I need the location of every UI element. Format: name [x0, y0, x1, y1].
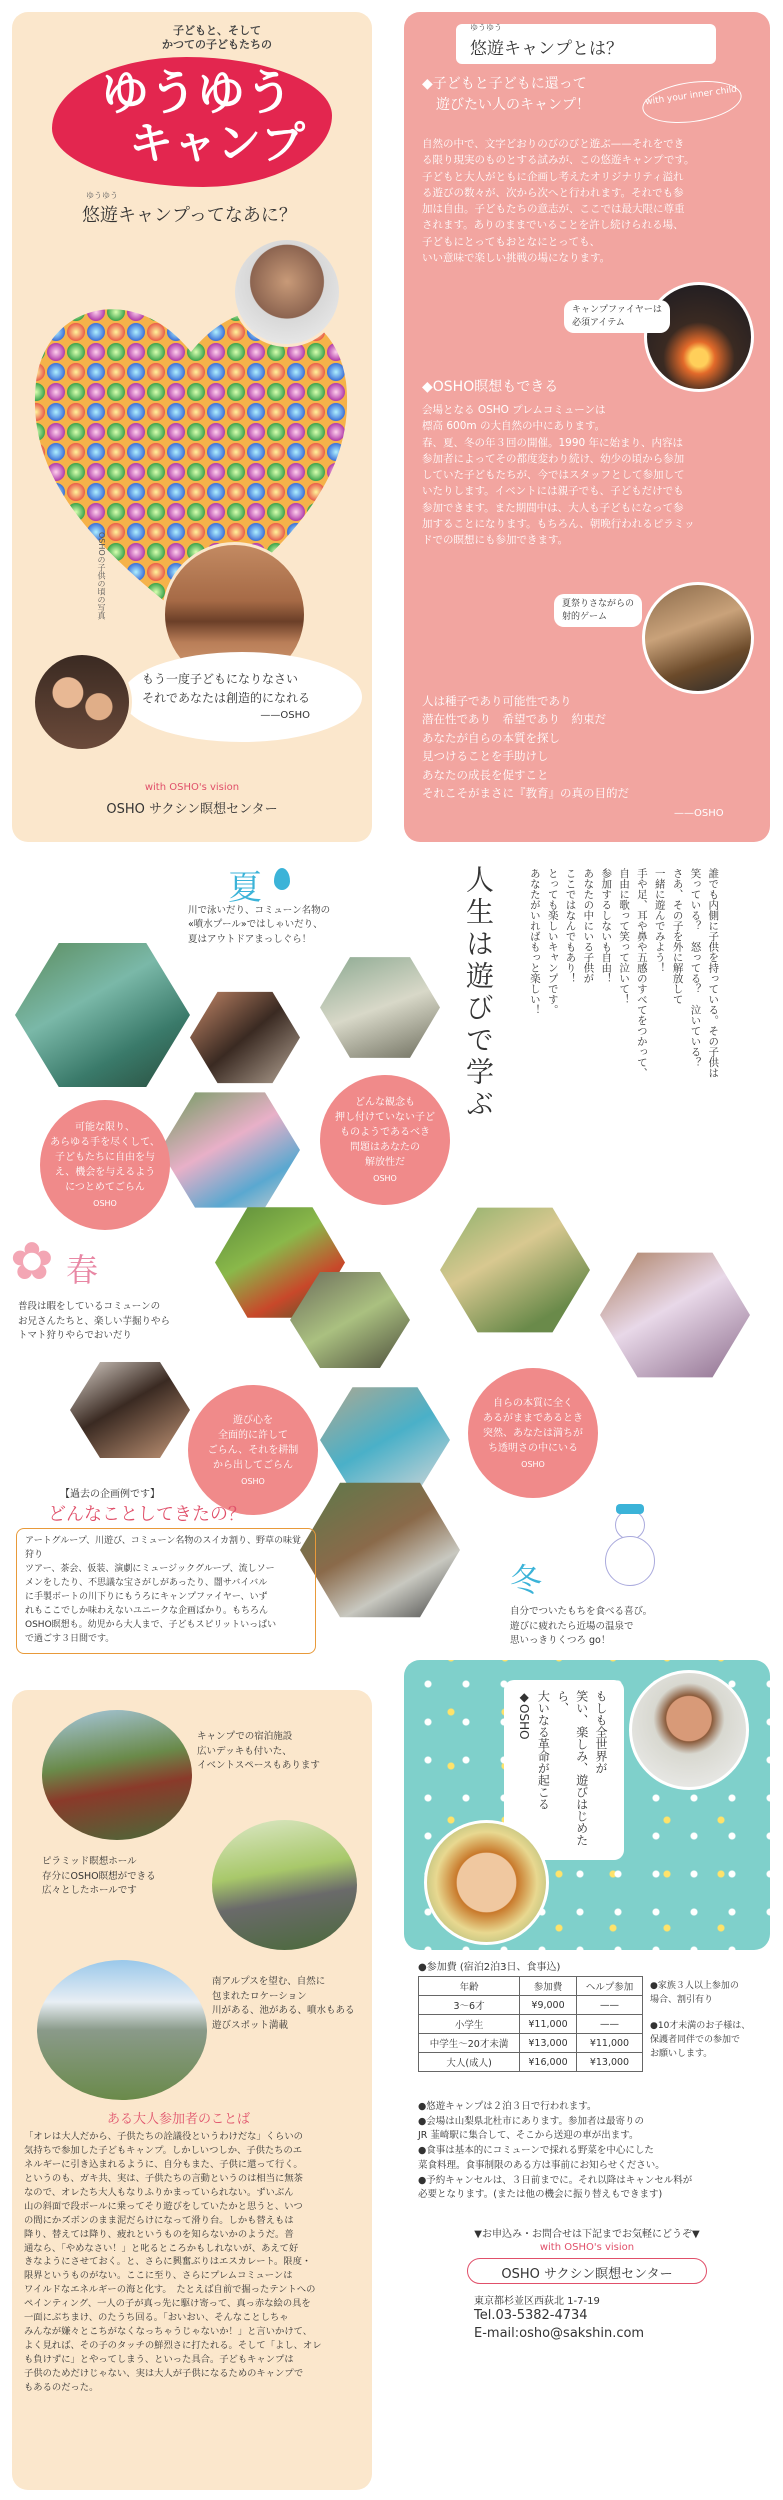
vertical-caption: OSHOの子供の頃の写真 — [97, 532, 106, 620]
quote-circle-4: 自らの本質に全く あるがままであるとき 突然、あなたは満ちが ち透明さの中にいる OSHO — [468, 1368, 598, 1498]
fee-table-header — [419, 1977, 643, 1996]
hall-caption — [42, 1855, 156, 1899]
campfire-caption: キャンプファイヤーは 必須アイテム — [564, 300, 670, 333]
fountain-photo — [160, 1090, 300, 1210]
vertical-title: 人生は遊びで学ぶ — [462, 865, 495, 1121]
quote-circle-3: 遊び心を 全面的に許して ごらん、それを耕制 から出してごらん OSHO — [188, 1385, 318, 1515]
section-heading: ◆子どもと子どもに還って 遊びたい人のキャンプ！ — [422, 76, 590, 113]
text-line: あなたが自らの本質を探し — [422, 730, 560, 745]
text-line: 解放性だ — [365, 1157, 405, 1168]
summer-char: 夏 — [228, 868, 262, 908]
text-line: «噴水プール»ではしゃいだり、 — [188, 919, 323, 931]
text-line: ●予約キャンセルは、３日前までに。それ以降はキャンセル料が — [418, 2174, 693, 2186]
text-line: 一面にぶちまけ、のたうち回る。「おいおい、そんなことしちゃ — [24, 2312, 289, 2324]
table-row — [419, 1996, 643, 2015]
text-line: ピラミッド瞑想ホール — [42, 1856, 137, 1867]
spring-char: 春 — [66, 1251, 99, 1289]
table-header-cell: 参加費 — [520, 1977, 577, 1996]
text-line: されます。ありのままでいることを許し続けられる場、 — [422, 219, 684, 232]
text-line: 気持ちで参加した子どもキャンプ。しかしいつしか、子供たちのエ — [24, 2144, 303, 2156]
text-line: 春、夏、冬の年３回の開催。1990 年に始まり、内容は — [422, 436, 684, 449]
text-line: 存分にOSHO瞑想ができる — [42, 1870, 156, 1882]
girl-photo — [424, 1820, 549, 1945]
text-line: 広々としたホールです — [42, 1885, 137, 1897]
text-line: 参加者によってその都度変わり続け、幼少の頃から参加 — [422, 452, 685, 465]
text-line: それこそがまさに『教育』の真の目的だ — [422, 785, 629, 800]
text-line: で過ごす３日間です。 — [25, 1633, 115, 1644]
osho-smile-photo — [629, 1670, 749, 1790]
voices-title: ある大人参加者のことば — [107, 2112, 251, 2127]
text-line: 笑っている？ 怒ってる？ 泣いている？ — [689, 868, 702, 1068]
mochi-photo — [300, 1480, 460, 1620]
text-line: 参加できます。また期間中は、大人も子どもになって参 — [422, 501, 684, 514]
text-line: 普段は暇をしているコミューンの — [18, 1301, 161, 1312]
text-line: 遊びスポット満載 — [212, 2020, 289, 2032]
text-line: 子どもにとってもおとなにとっても、 — [422, 235, 601, 248]
text-line: ●食事は基本的にコミューンで採れる野菜を中心にした — [418, 2145, 654, 2157]
history-label: 【過去の企画例です】 — [60, 1489, 160, 1500]
text-line: お願いします。 — [650, 2048, 713, 2059]
text-line: る限り現実のものとする試みが、この悠遊キャンプです。 — [422, 154, 695, 167]
winter-text — [510, 1605, 652, 1649]
text-line: キャンプでの宿泊施設 — [197, 1731, 293, 1742]
text-line: ●会場は山梨県北杜市にあります。参加者は最寄りの — [418, 2115, 645, 2127]
text-line: 降り、替えては降り、疲れというものを知らないかのようだ。普 — [24, 2228, 294, 2240]
vertical-body — [525, 868, 721, 1158]
spring-text — [18, 1300, 170, 1344]
text-line: 必要となります。(または他の機会に振り替えもできます) — [418, 2189, 663, 2201]
text-line: もあるのだった。 — [24, 2381, 99, 2393]
vision-text: with OSHO's vision — [144, 782, 240, 793]
text-line: あなたの成長を促すこと — [422, 767, 549, 782]
text-line: 突然、あなたは満ちが — [483, 1427, 583, 1439]
table-cell: ¥9,000 — [520, 1996, 577, 2015]
facility-panel — [12, 1690, 372, 2490]
text-line: あなたの中にいる子供が — [582, 868, 595, 984]
table-cell: ¥11,000 — [576, 2034, 642, 2053]
text-line: 標高 600m の大自然の中にあります。 — [422, 420, 606, 433]
text-line: 思いっきりくつろ go！ — [510, 1635, 611, 1647]
mountain-caption — [212, 1975, 355, 2034]
lodge-caption — [197, 1730, 320, 1774]
text-line: 「オレは大人だから、子供たちの詮議役というわけだな」くらいの — [24, 2131, 303, 2142]
text-line: ツアー、茶会、仮装、演劇にミュージックグループ、流しソー — [25, 1563, 275, 1574]
text-line: なので、オレたち大人もなりふりかまっていられない。ずいぶん — [24, 2186, 294, 2198]
text-line: 遊び心を — [232, 1414, 273, 1426]
logo-text: ゆうゆう キャンプ — [100, 65, 305, 169]
contact-address: 東京都杉並区西荻北 1-7-19 — [474, 2296, 600, 2307]
pyramid-photo — [212, 1820, 357, 1950]
table-row — [419, 2053, 643, 2072]
text-line: 菜食料理。食事制限のある方は事前にお知らせください。 — [418, 2159, 665, 2171]
text-line: あるがままであるとき — [483, 1412, 583, 1424]
text-line: OSHO瞑想も。幼児から大人まで、子どもスピリットいっぱい — [25, 1619, 277, 1630]
text-line: 可能な限り、 — [75, 1122, 135, 1133]
text-line: ●悠遊キャンプは２泊３日で行われます。 — [418, 2101, 597, 2112]
table-cell: 大人(成人) — [419, 2053, 520, 2072]
text-line: 包まれたロケーション — [212, 1990, 307, 2002]
water-drop-icon — [274, 868, 290, 890]
text-line: ドでの瞑想にも参加できます。 — [422, 534, 569, 547]
about-panel — [404, 12, 770, 842]
text-line: 全面的に許して — [217, 1429, 288, 1441]
text-line: トマト狩りやらでおいだり — [18, 1330, 132, 1342]
text-line: 手や足、耳や鼻や五感のすべてをつかって、 — [635, 868, 648, 1078]
contact-line: ▼お申込み・お問合せは下記までお気軽にどうぞ▼ — [474, 2229, 700, 2240]
text-line: ●10才未満のお子様は、 — [650, 2021, 751, 2031]
snowman-icon — [600, 1510, 660, 1590]
text-line: みんなが嫌々とこちがなくなっちゃうじゃないか！」と言いかけて、 — [24, 2326, 313, 2338]
river-photo — [15, 940, 190, 1090]
text-line: もしも全世界が — [593, 1690, 608, 1774]
text-line: 加することになります。もちろん、朝晩行われるピラミッ — [422, 517, 695, 530]
text-line: いい意味で楽しい挑戦の場になります。 — [422, 251, 611, 264]
contact-vision: with OSHO's vision — [539, 2242, 635, 2253]
text-line: 自らの本質に全く — [493, 1397, 573, 1409]
text-line: ネルギーに引き込まれるように、自分もまた、子供に還って行く。 — [24, 2158, 303, 2170]
text-line: 会場となる OSHO プレムコミューンは — [422, 404, 606, 416]
kids-photo-1 — [190, 990, 300, 1085]
table-cell: 中学生〜20才未満 — [419, 2034, 520, 2053]
text-line: 場合、割引有り — [650, 1994, 714, 2005]
table-cell: ¥11,000 — [520, 2015, 577, 2034]
text-line: 自分でついたもちを食べる喜び。 — [510, 1606, 653, 1617]
quote-text: もう一度子どもになりなさい それであなたは創造的になれる ——OSHO — [142, 672, 311, 722]
text-line: いたりします。イベントには親子でも、子どもだけでも — [422, 485, 684, 498]
shooting-caption: 夏祭りさながらの 射的ゲーム — [554, 594, 642, 627]
text-line: 夏はアウトドアまっしぐら！ — [188, 933, 312, 945]
text-line: ものようであるべき — [340, 1127, 430, 1138]
text-line: 子供のためだけじゃない、実は大人が子供になるためのキャンプで — [24, 2367, 304, 2379]
fee-title: ●参加費 (宿泊2泊3日、食事込) — [418, 1962, 561, 1973]
education-quote — [422, 692, 629, 802]
snowman-body — [605, 1536, 655, 1586]
text-line: していた子どもたちが、今ではスタッフとして参加して — [422, 469, 685, 482]
education-quote-sign: ——OSHO — [674, 808, 724, 819]
contact-center-name: OSHO サクシン瞑想センター — [501, 2267, 673, 2282]
text-line: ワイルドなエネルギーの海と化す。 たとえば自前で掘ったテントへの — [24, 2284, 316, 2296]
text-line: 押し付けていない子ど — [335, 1112, 435, 1123]
text-line: 誰でも内側に子供を持っている。その子供は — [707, 868, 720, 1078]
voices-body — [24, 2130, 364, 2395]
winter-char: 冬 — [510, 1561, 543, 1599]
text-line: 問題はあなたの — [350, 1142, 420, 1153]
text-line: よく見れば、その子のタッチの鮮烈さに打たれる。そして「よし、オレ — [24, 2340, 322, 2352]
fee-table — [418, 1976, 643, 2072]
hammock-photo — [440, 1205, 590, 1335]
text-line: 自然の中で、文字どおりのびのびと遊ぶ——それをでき — [422, 138, 685, 150]
text-line: メンをしたり、不思議な宝さがしがあったり、闇サバイバル — [25, 1577, 268, 1588]
table-cell: —— — [576, 2015, 642, 2034]
text-line: 川がある、池がある、噴水もある — [212, 2005, 355, 2017]
climbing-photo — [320, 955, 440, 1060]
text-line: れもここでしか味わえないユニークな企画ばかり。もちろん — [25, 1605, 269, 1616]
summer-text — [188, 904, 330, 947]
osho-portrait — [232, 237, 342, 347]
table-cell: —— — [576, 1996, 642, 2015]
text-line: 大いなる革命が起こる — [536, 1690, 551, 1810]
lodge-photo — [42, 1710, 192, 1840]
text-line: 自由に歌って笑って泣いて！ — [618, 868, 631, 1005]
section-title: 悠遊キャンプとは？ — [470, 39, 623, 59]
quote-panel — [404, 1660, 770, 1950]
children-photo — [32, 652, 132, 752]
text-line: きなようにさせておく。と、さらに興奮ぶりはエスカレート。限度・ — [24, 2256, 312, 2268]
text-line: とっても楽しいキャンプです。 — [546, 868, 559, 1015]
text-line: ●家族３人以上参加の — [650, 1981, 739, 1991]
text-line: 見つけることを手助けし — [422, 749, 549, 764]
text-line: さあ、その子を外に解放して — [671, 868, 684, 1005]
text-line: 限界というものがない。ここに至り、さらにプレムコミューンは — [24, 2270, 293, 2282]
vertical-quote — [514, 1690, 610, 1860]
text-line: アートグループ、川遊び、コミューン名物のスイカ割り、野草の味覚狩り — [25, 1536, 301, 1560]
costume-photo — [600, 1250, 750, 1380]
table-header-cell: 年齢 — [419, 1977, 520, 1996]
inner-child-badge: with your inner child — [640, 75, 745, 129]
table-cell: 3〜6才 — [419, 1996, 520, 2015]
snowman-hat — [616, 1504, 644, 1514]
intro-panel — [12, 12, 372, 842]
text-line: JR 韮崎駅に集合して、そこから送迎の車が出ます。 — [418, 2130, 639, 2142]
guardian-note — [650, 2020, 750, 2062]
text-line: あなたがいればもっと楽しい！ — [528, 868, 541, 1015]
page-title: 悠遊キャンプってなあに？ — [82, 205, 297, 226]
text-line: 参加するしないも自由！ — [600, 868, 613, 984]
history-box — [16, 1528, 316, 1654]
contact-tel[interactable]: Tel.03-5382-4734 — [474, 2308, 588, 2323]
text-line: につとめてごらん — [65, 1182, 145, 1193]
table-row — [419, 2015, 643, 2034]
text-line: どんな観念も — [355, 1097, 415, 1108]
text-line: ち透明さの中にいる — [488, 1442, 578, 1454]
text-line: ここではなんでもあり！ — [564, 868, 577, 984]
center-name: OSHO サクシン瞑想センター — [106, 802, 278, 817]
title-ruby: ゆうゆう — [470, 23, 502, 32]
mountain-photo — [37, 1960, 207, 2100]
text-line: 川で泳いだり、コミューン名物の — [188, 905, 331, 916]
quote-circle-2: どんな観念も 押し付けていない子ど ものようであるべき 問題はあなたの 解放性だ OSHO — [320, 1075, 450, 1205]
text-line: 一緒に遊んでみよう！ — [653, 868, 666, 973]
text-line: え、機会を与えるよう — [54, 1167, 156, 1178]
contact-email[interactable]: E-mail:osho@sakshin.com — [474, 2326, 645, 2341]
text-line: 加は自由。子どもたちの意志が、ここでは最大限に尊重 — [422, 203, 685, 216]
table-cell: ¥13,000 — [576, 2053, 642, 2072]
table-cell: 小学生 — [419, 2015, 520, 2034]
text-line: 保護者同伴での参加で — [650, 2034, 741, 2045]
sakura-icon: ✿ — [10, 1232, 54, 1292]
text-line: に手製ボートの川下りにもうろにキャンプファイヤー、いず — [25, 1591, 268, 1602]
bucket-photo — [320, 1385, 450, 1495]
text-line: 潜在性であり 希望であり 約束だ — [422, 712, 606, 727]
text-line: 通なら、「やめなさい！」と叱るところかもしれないが、あえて好 — [24, 2242, 299, 2254]
text-line: というのも、ガキ共、実は、子供たちの言動というのは相当に無茶 — [24, 2172, 303, 2184]
text-line: から出してごらん — [212, 1459, 293, 1471]
text-line: 広いデッキも付いた、 — [197, 1745, 292, 1757]
history-title: どんなことしてきたの？ — [48, 1504, 246, 1525]
quote-circle-1: 可能な限り、 あらゆる手を尽くして、 子どもたちに自由を与 え、機会を与えるよう につとめてごらん OSHO — [40, 1100, 170, 1230]
fee-section — [404, 1950, 770, 2490]
meditation-heading: ◆OSHO瞑想もできる — [422, 379, 559, 395]
text-line: イベントスペースもあります — [197, 1760, 320, 1772]
campfire-photo — [644, 282, 754, 392]
text-line: の間にかズボンのまま泥だらけになって滑り台。しかも替えもは — [24, 2214, 294, 2226]
text-line: 山の斜面で段ボールに乗ってそり遊びをしていたかと思うと、いつ — [24, 2200, 303, 2212]
text-line: ◆OSHO — [517, 1690, 532, 1740]
table-row — [419, 2034, 643, 2053]
table-header-cell: ヘルプ参加 — [576, 1977, 642, 1996]
intro-body — [422, 136, 752, 266]
text-line: 人は種子であり可能性であり — [422, 694, 572, 708]
text-line: ごらん、それを耕制 — [207, 1444, 299, 1456]
text-line: 子どもたちに自由を与 — [55, 1152, 155, 1163]
notes — [418, 2100, 763, 2203]
table-cell: ¥13,000 — [520, 2034, 577, 2053]
text-line: 子どもと大人がともに企画し考えたオリジナリティ溢れ — [422, 170, 684, 183]
kids-photo-2 — [70, 1360, 190, 1460]
text-line: る遊びの数々が、次から次へと行われます。それでも参 — [422, 186, 684, 199]
subtitle-ruby: ゆうゆう — [86, 191, 118, 200]
text-line: ペインティング、一人の子が真っ先に駆け寄って、真っ赤な絵の具を — [24, 2298, 311, 2310]
tagline: 子どもと、そして かつての子どもたちの — [162, 24, 272, 52]
text-line: あらゆる手を尽くして、 — [50, 1137, 160, 1148]
table-cell: ¥16,000 — [520, 2053, 577, 2072]
text-line: お兄さんたちと、楽しい芋掘りやら — [18, 1315, 171, 1327]
text-line: 笑い、楽しみ、遊びはじめたら、 — [555, 1690, 589, 1846]
text-line: も負けずに」とやってしまう、といった具合。子どもキャンプは — [24, 2354, 294, 2365]
seasons-section — [0, 860, 783, 1680]
family-discount-note — [650, 1980, 739, 2008]
text-line: 南アルプスを望む、自然に — [212, 1976, 326, 1987]
meditation-body — [422, 402, 762, 548]
shooting-game-photo — [642, 582, 754, 694]
text-line: 遊びに疲れたら近場の温泉で — [510, 1620, 634, 1632]
